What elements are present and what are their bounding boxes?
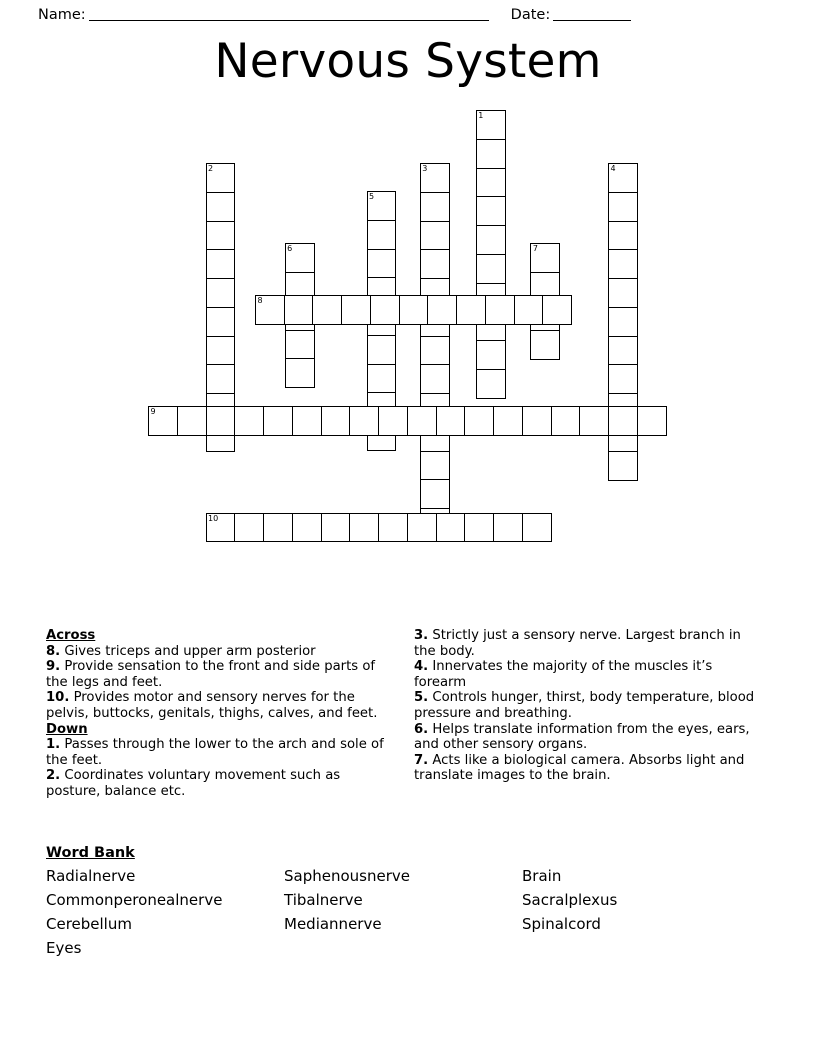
crossword-cell[interactable] bbox=[284, 295, 314, 325]
name-blank-line[interactable] bbox=[89, 10, 489, 21]
clue-number: 3. bbox=[414, 628, 429, 643]
crossword-cell[interactable] bbox=[367, 249, 397, 279]
crossword-cell[interactable] bbox=[177, 406, 207, 436]
word-bank-item: Sacralplexus bbox=[522, 891, 618, 909]
crossword-clue-number: 8 bbox=[257, 296, 263, 306]
crossword-cell[interactable] bbox=[370, 295, 400, 325]
word-bank-empty bbox=[522, 937, 760, 960]
crossword-cell[interactable] bbox=[608, 163, 638, 193]
crossword-cell[interactable] bbox=[608, 221, 638, 251]
crossword-cell[interactable] bbox=[206, 249, 236, 279]
crossword-cell[interactable] bbox=[420, 336, 450, 366]
clues-section bbox=[46, 628, 770, 800]
clue-number: 6. bbox=[414, 721, 429, 737]
crossword-cell[interactable] bbox=[476, 139, 506, 169]
crossword-cell[interactable] bbox=[399, 295, 429, 325]
crossword-cell[interactable] bbox=[436, 406, 466, 436]
crossword-clue-number: 4 bbox=[610, 164, 616, 174]
crossword-cell[interactable] bbox=[530, 243, 560, 273]
crossword-cell[interactable] bbox=[608, 278, 638, 308]
crossword-cell[interactable] bbox=[206, 307, 236, 337]
across-heading: Across bbox=[46, 628, 96, 643]
crossword-cell[interactable] bbox=[206, 336, 236, 366]
crossword-cell[interactable] bbox=[420, 163, 450, 193]
crossword-cell[interactable] bbox=[464, 406, 494, 436]
crossword-cell[interactable] bbox=[436, 513, 466, 543]
crossword-cell[interactable] bbox=[321, 513, 351, 543]
crossword-cell[interactable] bbox=[206, 513, 236, 543]
crossword-cell[interactable] bbox=[285, 243, 315, 273]
crossword-cell[interactable] bbox=[420, 451, 450, 481]
crossword-cell[interactable] bbox=[378, 513, 408, 543]
crossword-cell[interactable] bbox=[608, 249, 638, 279]
crossword-cell[interactable] bbox=[608, 307, 638, 337]
crossword-cell[interactable] bbox=[255, 295, 285, 325]
crossword-cell[interactable] bbox=[456, 295, 486, 325]
clue-number: 4. bbox=[414, 659, 429, 675]
crossword-cell[interactable] bbox=[206, 221, 236, 251]
word-bank-item: Brain bbox=[522, 867, 562, 885]
clue-item bbox=[414, 722, 764, 753]
across-clue-list bbox=[46, 644, 396, 722]
crossword-cell[interactable] bbox=[420, 249, 450, 279]
clues-column-left bbox=[46, 628, 396, 800]
clue-text: Controls hunger, thirst, body temperature, blood pressure and breathing. bbox=[414, 690, 755, 721]
crossword-cell[interactable] bbox=[407, 406, 437, 436]
clue-text: Coordinates voluntary movement such as posture, balance etc. bbox=[46, 768, 341, 799]
crossword-cell[interactable] bbox=[367, 220, 397, 250]
clue-text: Acts like a biological camera. Absorbs light and translate images to the brain. bbox=[414, 752, 745, 784]
clue-item bbox=[46, 768, 396, 799]
crossword-cell[interactable] bbox=[292, 513, 322, 543]
crossword-cell[interactable] bbox=[263, 513, 293, 543]
crossword-cell[interactable] bbox=[476, 196, 506, 226]
clue-number: 2. bbox=[46, 768, 61, 784]
word-bank-item: Spinalcord bbox=[522, 915, 601, 933]
crossword-cell[interactable] bbox=[206, 278, 236, 308]
crossword-cell[interactable] bbox=[493, 513, 523, 543]
word-bank-item: Eyes bbox=[46, 939, 82, 957]
clue-text: Innervates the majority of the muscles it’s forearm bbox=[414, 659, 713, 690]
crossword-cell[interactable] bbox=[485, 295, 515, 325]
page-title: Nervous System bbox=[214, 34, 602, 89]
date-blank-line[interactable] bbox=[553, 10, 631, 21]
crossword-cell[interactable] bbox=[367, 364, 397, 394]
crossword-cell[interactable] bbox=[148, 406, 178, 436]
crossword-cell[interactable] bbox=[206, 192, 236, 222]
clue-number: 1. bbox=[46, 737, 61, 753]
crossword-cell[interactable] bbox=[542, 295, 572, 325]
clue-item bbox=[46, 737, 396, 768]
crossword-cell[interactable] bbox=[420, 192, 450, 222]
crossword-clue-number: 1 bbox=[478, 111, 484, 120]
crossword-cell[interactable] bbox=[476, 369, 506, 399]
clue-item bbox=[46, 690, 396, 721]
word-bank-list bbox=[46, 865, 770, 960]
clue-item bbox=[46, 644, 396, 660]
worksheet-header bbox=[0, 0, 816, 30]
crossword-cell[interactable] bbox=[522, 513, 552, 543]
crossword-cell[interactable] bbox=[206, 406, 236, 436]
crossword-clue-number: 6 bbox=[287, 244, 293, 254]
crossword-cell[interactable] bbox=[608, 406, 638, 436]
word-bank-empty bbox=[284, 937, 522, 960]
crossword-cell[interactable] bbox=[476, 110, 506, 140]
clue-text: Provide sensation to the front and side parts of the legs and feet. bbox=[46, 659, 376, 690]
clue-number: 7. bbox=[414, 752, 429, 768]
crossword-clue-number: 3 bbox=[422, 164, 428, 174]
clue-number: 8. bbox=[46, 643, 61, 659]
name-label: Name: bbox=[38, 7, 86, 23]
down-clue-list-left bbox=[46, 737, 396, 799]
crossword-clue-number: 9 bbox=[150, 407, 156, 417]
clue-text: Provides motor and sensory nerves for the pelvis, buttocks, genitals, thighs, calves, and feet. bbox=[46, 690, 378, 721]
clue-item bbox=[414, 753, 764, 784]
crossword-cell[interactable] bbox=[367, 335, 397, 365]
crossword-cell[interactable] bbox=[378, 406, 408, 436]
clue-item bbox=[414, 659, 764, 690]
crossword-cell[interactable] bbox=[321, 406, 351, 436]
crossword-cell[interactable] bbox=[476, 254, 506, 284]
clues-column-right bbox=[414, 628, 764, 800]
crossword-cell[interactable] bbox=[234, 513, 264, 543]
crossword-cell[interactable] bbox=[608, 192, 638, 222]
crossword-cell[interactable] bbox=[476, 168, 506, 198]
crossword-cell[interactable] bbox=[349, 406, 379, 436]
crossword-cell[interactable] bbox=[263, 406, 293, 436]
clue-item bbox=[414, 690, 764, 721]
word-bank-item: Radialnerve bbox=[46, 867, 136, 885]
crossword-cell[interactable] bbox=[420, 479, 450, 509]
crossword-cell[interactable] bbox=[285, 358, 315, 388]
clue-item bbox=[46, 659, 396, 690]
crossword-clue-number: 5 bbox=[369, 192, 375, 202]
crossword-clue-number: 2 bbox=[208, 164, 214, 174]
crossword-cell[interactable] bbox=[530, 330, 560, 360]
clue-number: 10. bbox=[46, 690, 70, 706]
clue-text: Helps translate information from the eyes, ears, and other sensory organs. bbox=[414, 721, 750, 753]
clue-item bbox=[414, 628, 764, 659]
crossword-cell[interactable] bbox=[608, 336, 638, 366]
crossword-cell[interactable] bbox=[608, 451, 638, 481]
clue-number: 9. bbox=[46, 659, 61, 675]
down-clue-list-right bbox=[414, 628, 764, 784]
crossword-cell[interactable] bbox=[522, 406, 552, 436]
word-bank-item: Tibalnerve bbox=[284, 891, 363, 909]
crossword-cell[interactable] bbox=[493, 406, 523, 436]
date-label: Date: bbox=[510, 7, 551, 23]
crossword-cell[interactable] bbox=[420, 221, 450, 251]
crossword-cell[interactable] bbox=[476, 225, 506, 255]
down-heading: Down bbox=[46, 721, 88, 737]
word-bank-item: Saphenousnerve bbox=[284, 867, 410, 885]
crossword-clue-number: 10 bbox=[208, 513, 219, 523]
crossword-cell[interactable] bbox=[551, 406, 581, 436]
crossword-cell[interactable] bbox=[234, 406, 264, 436]
crossword-cell[interactable] bbox=[367, 191, 397, 221]
crossword-clue-number: 7 bbox=[532, 244, 538, 254]
word-bank-item: Mediannerve bbox=[284, 915, 382, 933]
clue-number: 5. bbox=[414, 690, 429, 706]
clue-text: Strictly just a sensory nerve. Largest branch in the body. bbox=[414, 628, 741, 659]
crossword-cell[interactable] bbox=[312, 295, 342, 325]
crossword-cell[interactable] bbox=[464, 513, 494, 543]
word-bank-heading: Word Bank bbox=[46, 845, 135, 861]
crossword-cell[interactable] bbox=[514, 295, 544, 325]
word-bank bbox=[46, 845, 770, 960]
clue-text: Gives triceps and upper arm posterior bbox=[60, 643, 316, 659]
crossword-cell[interactable] bbox=[341, 295, 371, 325]
crossword-cell[interactable] bbox=[206, 364, 236, 394]
word-bank-item: Cerebellum bbox=[46, 915, 132, 933]
crossword-grid[interactable] bbox=[146, 108, 686, 538]
crossword-cell[interactable] bbox=[637, 406, 667, 436]
crossword-cell[interactable] bbox=[579, 406, 609, 436]
clue-text: Passes through the lower to the arch and sole of the feet. bbox=[46, 737, 384, 768]
crossword-cell[interactable] bbox=[292, 406, 322, 436]
crossword-cell[interactable] bbox=[476, 340, 506, 370]
crossword-cell[interactable] bbox=[427, 295, 457, 325]
crossword-cell[interactable] bbox=[349, 513, 379, 543]
crossword-cell[interactable] bbox=[407, 513, 437, 543]
crossword-cell[interactable] bbox=[285, 330, 315, 360]
crossword-cell[interactable] bbox=[420, 364, 450, 394]
crossword-cell[interactable] bbox=[608, 364, 638, 394]
word-bank-item: Commonperonealnerve bbox=[46, 891, 223, 909]
crossword-cell[interactable] bbox=[206, 163, 236, 193]
